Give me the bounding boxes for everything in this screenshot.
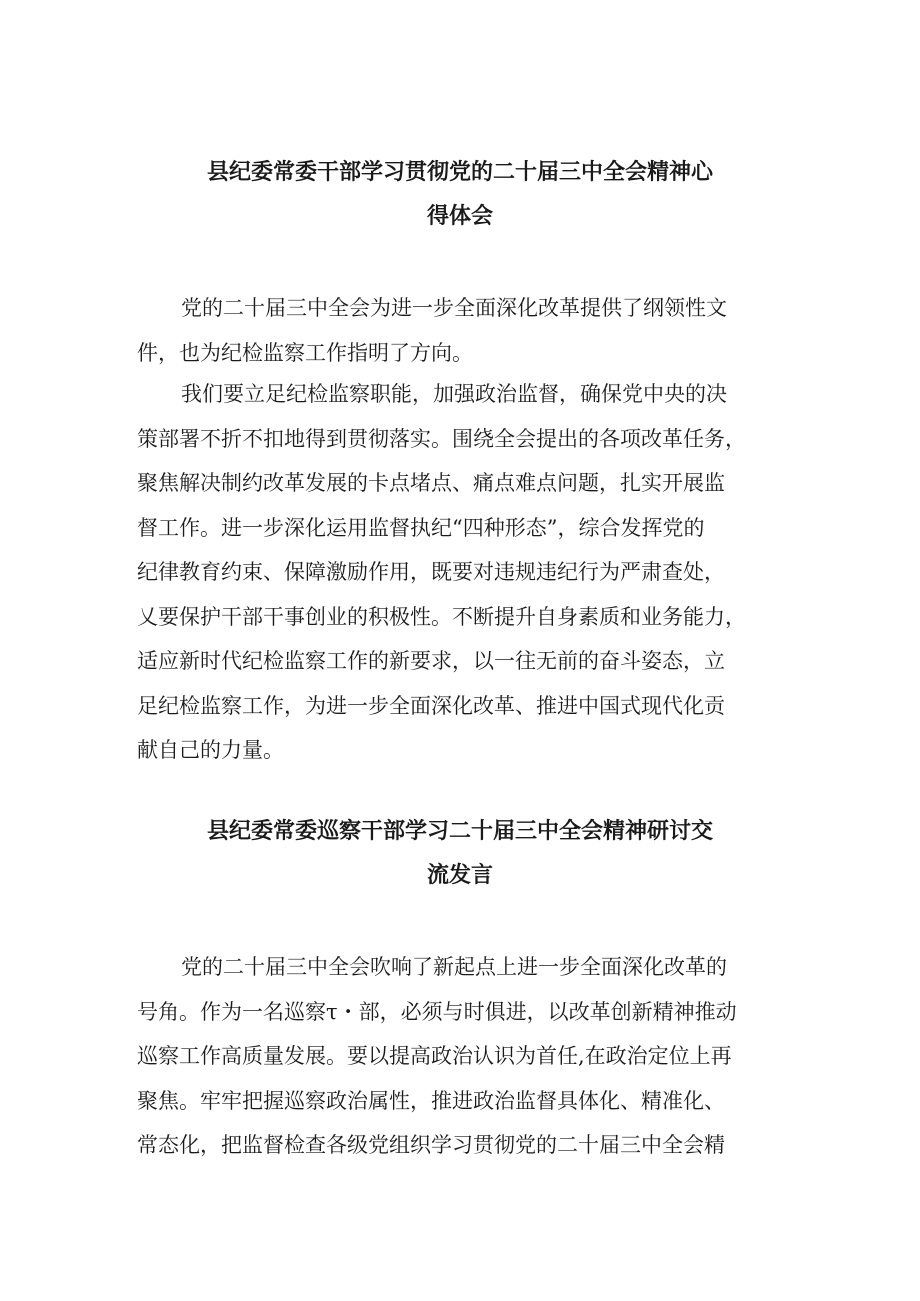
title-line: 县纪委常委巡察干部学习二十届三中全会精神研讨交 xyxy=(206,819,713,844)
title-line: 流发言 xyxy=(426,863,493,888)
text-line: 件，也为纪检监察工作指明了方向。 xyxy=(137,340,473,365)
text-line: 适应新时代纪检监察工作的新要求，以一往无前的奋斗姿态，立 xyxy=(137,649,725,673)
text-line: 党的二十届三中全会吹响了新起点上进一步全面深化改革的 xyxy=(181,955,727,979)
text-line: 聚焦。牢牢把握巡察政治属性，推进政治监督具体化、精准化、 xyxy=(137,1088,725,1113)
text-line: 纪律教育约束、保障激励作用，既要对违规违纪行为严肃查处， xyxy=(137,560,725,584)
text-line: 聚焦解决制约改革发展的卡点堵点、痛点难点问题，扎实开展监 xyxy=(137,471,725,495)
text-line: 献自己的力量。 xyxy=(137,738,284,762)
text-line: 乂要保护干部干事创业的积极性。不断提升自身素质和业务能力， xyxy=(137,604,746,629)
text-line: 足纪检监察工作，为进一步全面深化改革、推进中国式现代化贡 xyxy=(137,693,725,718)
text-line: 党的二十届三中全会为进一步全面深化改革提供了纲领性文 xyxy=(181,296,727,320)
text-line: 督工作。进一步深化运用监督执纪“四种形态”，综合发挥党的 xyxy=(137,515,705,540)
paragraph xyxy=(137,945,787,1168)
paragraph xyxy=(137,372,787,773)
title-line: 县纪委常委干部学习贯彻党的二十届三中全会精神心 xyxy=(206,160,713,185)
section-title xyxy=(120,810,800,898)
text-line: 策部署不折不扣地得到贯彻落实。围绕全会提出的各项改革任务， xyxy=(137,426,746,451)
title-line: 得体会 xyxy=(426,204,493,229)
text-line: 常态化，把监督检查各级党组织学习贯彻党的二十届三中全会精 xyxy=(137,1133,725,1157)
text-line: 巡察工作高质量发展。要以提高政治认识为首任,在政治定位上再 xyxy=(137,1044,732,1068)
section-title xyxy=(120,151,800,239)
text-line: 号角。作为一名巡察τ・部，必须与时俱进，以改革创新精神推动 xyxy=(137,999,737,1024)
text-line: 我们要立足纪检监察职能，加强政治监督，确保党中央的决 xyxy=(181,382,727,406)
paragraph xyxy=(137,286,787,375)
